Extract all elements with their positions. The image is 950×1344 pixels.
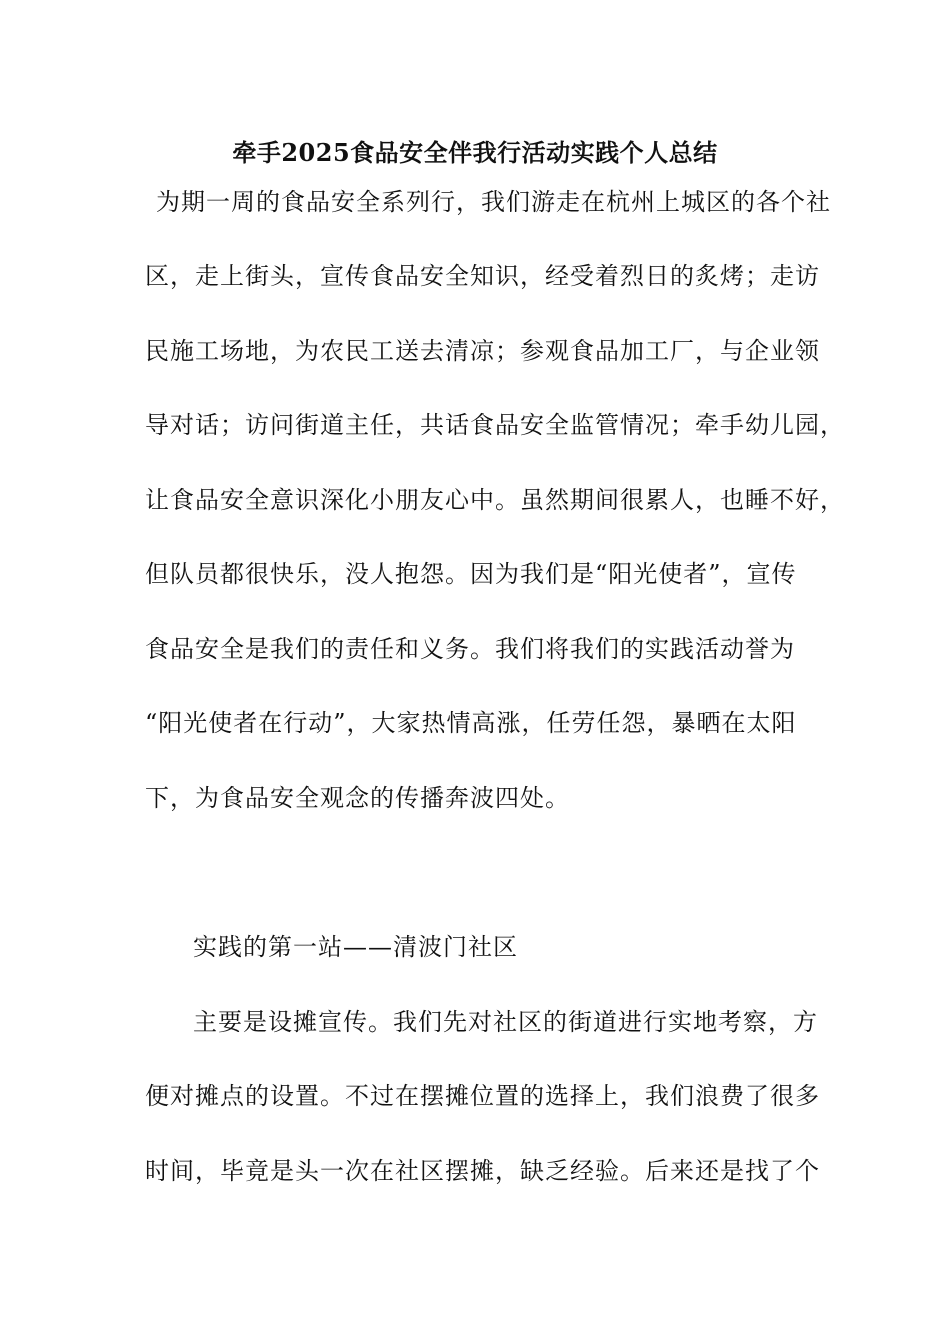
paragraph1-line-6: 但队员都很快乐，没人抱怨。因为我们是“阳光使者”，宣传 xyxy=(145,560,797,588)
paragraph1-line-2: 区，走上街头，宣传食品安全知识，经受着烈日的炙烤；走访 xyxy=(145,262,820,290)
paragraph1-line-4: 导对话；访问街道主任，共话食品安全监管情况；牵手幼儿园， xyxy=(145,411,845,439)
paragraph2-line-3: 时间，毕竟是头一次在社区摆摊，缺乏经验。后来还是找了个 xyxy=(145,1157,820,1185)
paragraph1-line-3: 民施工场地，为农民工送去清凉；参观食品加工厂，与企业领 xyxy=(145,337,820,365)
paragraph1-line-1: 为期一周的食品安全系列行，我们游走在杭州上城区的各个社 xyxy=(156,188,831,216)
document-title: 牵手2025食品安全伴我行活动实践个人总结 xyxy=(232,138,718,167)
section-heading: 实践的第一站——清波门社区 xyxy=(193,933,518,961)
paragraph1-line-9: 下，为食品安全观念的传播奔波四处。 xyxy=(145,784,570,812)
paragraph2-line-1: 主要是设摊宣传。我们先对社区的街道进行实地考察，方 xyxy=(193,1008,818,1036)
paragraph1-line-5: 让食品安全意识深化小朋友心中。虽然期间很累人，也睡不好， xyxy=(145,486,845,514)
paragraph1-line-8: “阳光使者在行动”，大家热情高涨，任劳任怨，暴晒在太阳 xyxy=(145,709,797,737)
paragraph1-line-7: 食品安全是我们的责任和义务。我们将我们的实践活动誉为 xyxy=(145,635,795,663)
paragraph2-line-2: 便对摊点的设置。不过在摆摊位置的选择上，我们浪费了很多 xyxy=(145,1082,820,1110)
